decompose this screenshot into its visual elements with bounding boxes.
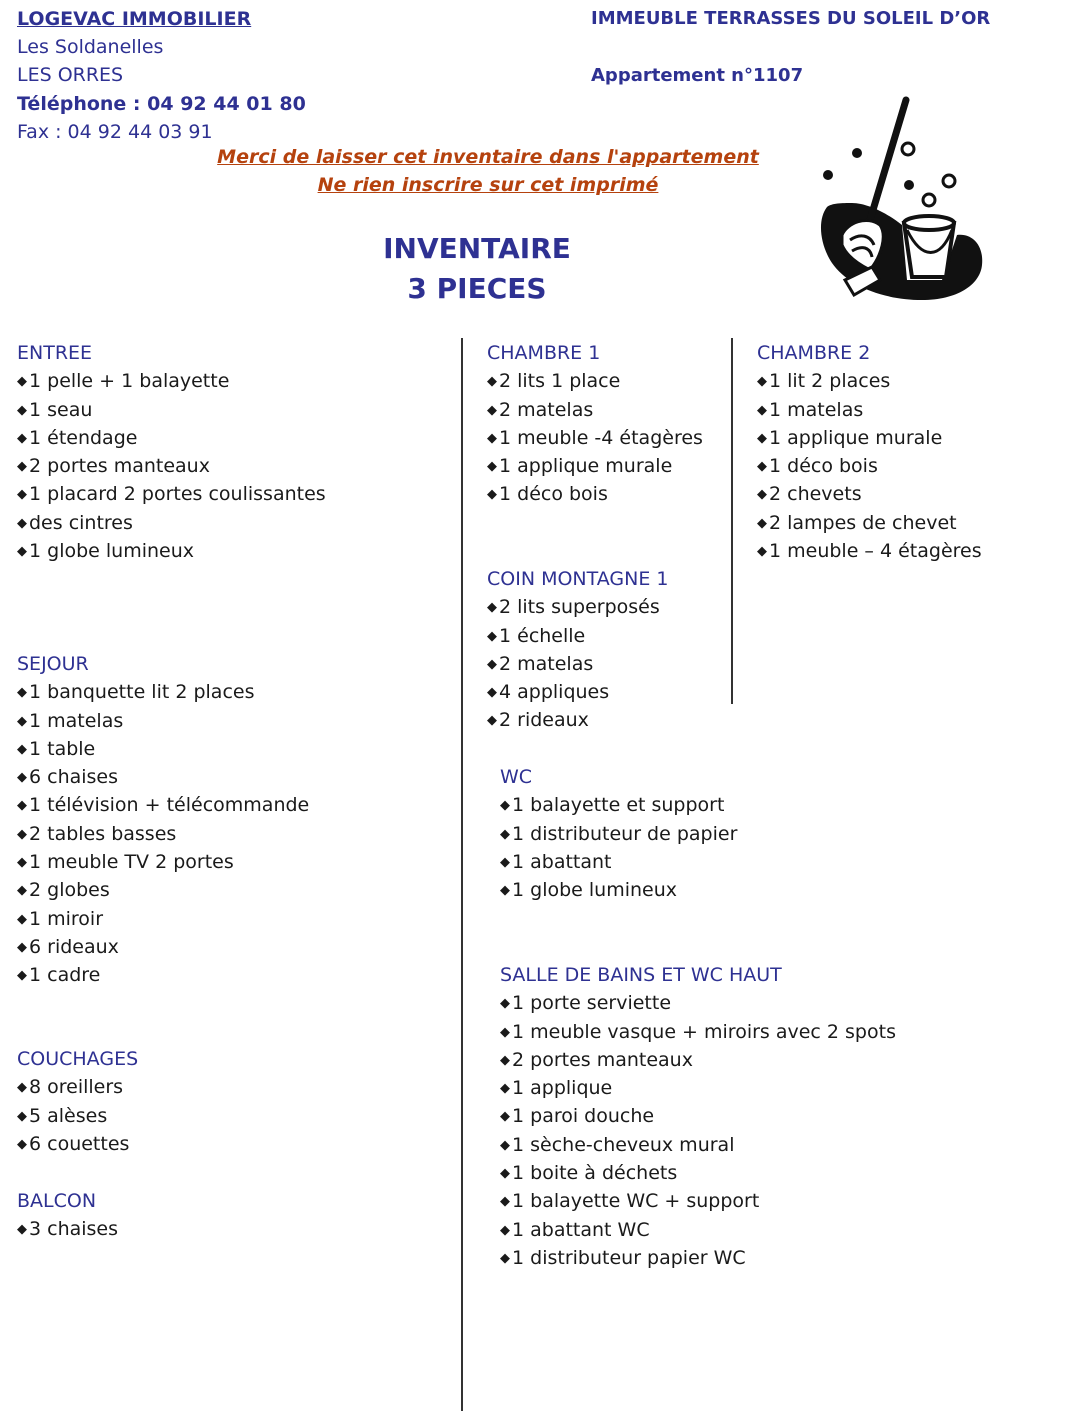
item-label: 1 placard 2 portes coulissantes xyxy=(29,483,326,506)
diamond-bullet-icon: ◆ xyxy=(757,430,767,446)
section-title: CHAMBRE 2 xyxy=(757,342,871,364)
section-salle-de-bains xyxy=(500,961,896,1272)
diamond-bullet-icon: ◆ xyxy=(500,883,510,899)
diamond-bullet-icon: ◆ xyxy=(500,826,510,842)
item-label: 2 lits 1 place xyxy=(499,370,621,393)
list-item xyxy=(487,480,703,508)
list-item xyxy=(17,452,326,480)
item-label: 2 lampes de chevet xyxy=(769,511,957,534)
item-label: 2 tables basses xyxy=(29,822,177,845)
diamond-bullet-icon: ◆ xyxy=(500,1166,510,1182)
list-item xyxy=(757,537,982,565)
section-title: BALCON xyxy=(17,1190,97,1212)
diamond-bullet-icon: ◆ xyxy=(757,374,767,390)
diamond-bullet-icon: ◆ xyxy=(17,911,27,927)
item-label: 1 déco bois xyxy=(499,483,608,506)
item-label: 2 rideaux xyxy=(499,709,589,732)
item-label: 1 meuble -4 étagères xyxy=(499,426,703,449)
section-title: COUCHAGES xyxy=(17,1048,139,1070)
item-label: 1 lit 2 places xyxy=(769,370,891,393)
diamond-bullet-icon: ◆ xyxy=(487,374,497,390)
diamond-bullet-icon: ◆ xyxy=(487,430,497,446)
item-label: 1 meuble vasque + miroirs avec 2 spots xyxy=(512,1020,896,1043)
inventory-title: INVENTAIRE xyxy=(383,232,571,265)
item-label: 1 boite à déchets xyxy=(512,1162,678,1185)
list-item xyxy=(17,509,326,537)
list-item xyxy=(17,933,309,961)
section-chambre1 xyxy=(487,339,703,509)
list-item xyxy=(17,961,309,989)
item-label: 6 rideaux xyxy=(29,935,119,958)
inventory-subtitle: 3 PIECES xyxy=(407,272,547,305)
diamond-bullet-icon: ◆ xyxy=(500,1222,510,1238)
list-item xyxy=(500,876,737,904)
item-label: 1 applique murale xyxy=(769,426,943,449)
diamond-bullet-icon: ◆ xyxy=(500,1024,510,1040)
section-title: SALLE DE BAINS ET WC HAUT xyxy=(500,964,782,986)
item-label: 1 globe lumineux xyxy=(29,540,195,563)
diamond-bullet-icon: ◆ xyxy=(757,515,767,531)
item-label: 2 chevets xyxy=(769,483,862,506)
item-label: 1 sèche-cheveux mural xyxy=(512,1133,735,1156)
diamond-bullet-icon: ◆ xyxy=(17,515,27,531)
diamond-bullet-icon: ◆ xyxy=(487,656,497,672)
item-label: 1 miroir xyxy=(29,907,104,930)
section-chambre2 xyxy=(757,339,982,565)
list-item xyxy=(17,791,309,819)
diamond-bullet-icon: ◆ xyxy=(17,430,27,446)
diamond-bullet-icon: ◆ xyxy=(487,600,497,616)
list-item xyxy=(487,678,669,706)
item-label: 1 pelle + 1 balayette xyxy=(29,370,230,393)
item-label: 1 meuble TV 2 portes xyxy=(29,851,234,874)
list-item xyxy=(17,848,309,876)
list-item xyxy=(487,424,703,452)
list-item xyxy=(500,1187,896,1215)
section-title: CHAMBRE 1 xyxy=(487,342,601,364)
section-title: SEJOUR xyxy=(17,653,89,675)
item-label: 2 lits superposés xyxy=(499,596,660,619)
diamond-bullet-icon: ◆ xyxy=(17,770,27,786)
item-label: 1 matelas xyxy=(29,709,124,732)
list-item xyxy=(500,989,896,1017)
item-label: 5 alèses xyxy=(29,1104,108,1127)
list-item xyxy=(757,396,982,424)
diamond-bullet-icon: ◆ xyxy=(757,459,767,475)
list-item xyxy=(17,876,309,904)
item-label: 2 portes manteaux xyxy=(29,455,210,478)
list-item xyxy=(500,1216,896,1244)
list-item xyxy=(17,735,309,763)
diamond-bullet-icon: ◆ xyxy=(17,374,27,390)
list-item xyxy=(500,1244,896,1272)
list-item xyxy=(17,396,326,424)
list-item xyxy=(17,1215,118,1243)
list-item xyxy=(500,1131,896,1159)
diamond-bullet-icon: ◆ xyxy=(17,855,27,871)
item-label: 1 distributeur de papier xyxy=(512,822,738,845)
diamond-bullet-icon: ◆ xyxy=(500,996,510,1012)
diamond-bullet-icon: ◆ xyxy=(17,968,27,984)
item-label: 1 abattant WC xyxy=(512,1218,650,1241)
item-label: 1 déco bois xyxy=(769,455,878,478)
diamond-bullet-icon: ◆ xyxy=(500,1137,510,1153)
list-item xyxy=(500,1074,896,1102)
diamond-bullet-icon: ◆ xyxy=(500,1194,510,1210)
list-item xyxy=(487,396,703,424)
item-label: 1 paroi douche xyxy=(512,1105,655,1128)
diamond-bullet-icon: ◆ xyxy=(17,544,27,560)
diamond-bullet-icon: ◆ xyxy=(17,1108,27,1124)
section-title: WC xyxy=(500,766,533,788)
diamond-bullet-icon: ◆ xyxy=(487,685,497,701)
apartment-number: Appartement n°1107 xyxy=(591,65,804,86)
diamond-bullet-icon: ◆ xyxy=(757,487,767,503)
list-item xyxy=(17,537,326,565)
section-title: ENTREE xyxy=(17,342,93,364)
item-label: 1 balayette et support xyxy=(512,794,725,817)
item-label: 8 oreillers xyxy=(29,1076,124,1099)
item-label: 1 cadre xyxy=(29,964,101,987)
list-item xyxy=(487,367,703,395)
item-label: 1 porte serviette xyxy=(512,992,672,1015)
diamond-bullet-icon: ◆ xyxy=(17,883,27,899)
list-item xyxy=(500,791,737,819)
agency-name: LOGEVAC IMMOBILIER xyxy=(17,8,252,30)
list-item xyxy=(17,763,309,791)
list-item xyxy=(17,905,309,933)
item-label: 3 chaises xyxy=(29,1218,119,1241)
address-line2: LES ORRES xyxy=(17,64,124,86)
item-label: 1 seau xyxy=(29,398,93,421)
section-balcon xyxy=(17,1187,118,1244)
list-item xyxy=(17,367,326,395)
diamond-bullet-icon: ◆ xyxy=(757,402,767,418)
diamond-bullet-icon: ◆ xyxy=(17,685,27,701)
list-item xyxy=(757,424,982,452)
list-item xyxy=(17,820,309,848)
list-item xyxy=(757,480,982,508)
section-title: COIN MONTAGNE 1 xyxy=(487,568,669,590)
item-label: 1 table xyxy=(29,737,96,760)
item-label: 2 portes manteaux xyxy=(512,1048,693,1071)
item-label: 1 distributeur papier WC xyxy=(512,1246,746,1269)
fax: Fax : 04 92 44 03 91 xyxy=(17,121,213,143)
list-item xyxy=(17,480,326,508)
diamond-bullet-icon: ◆ xyxy=(17,1080,27,1096)
section-couchages xyxy=(17,1045,138,1158)
diamond-bullet-icon: ◆ xyxy=(17,826,27,842)
item-label: 1 globe lumineux xyxy=(512,879,678,902)
diamond-bullet-icon: ◆ xyxy=(500,798,510,814)
item-label: 1 matelas xyxy=(769,398,864,421)
section-sejour xyxy=(17,650,309,990)
diamond-bullet-icon: ◆ xyxy=(17,713,27,729)
list-item xyxy=(500,1046,896,1074)
notice-do-not-write: Ne rien inscrire sur cet imprimé xyxy=(317,174,659,196)
diamond-bullet-icon: ◆ xyxy=(487,459,497,475)
list-item xyxy=(500,1159,896,1187)
item-label: 2 globes xyxy=(29,879,110,902)
item-label: 4 appliques xyxy=(499,681,610,704)
diamond-bullet-icon: ◆ xyxy=(487,487,497,503)
address-line1: Les Soldanelles xyxy=(17,36,164,58)
diamond-bullet-icon: ◆ xyxy=(500,1052,510,1068)
list-item xyxy=(500,820,737,848)
item-label: 1 applique xyxy=(512,1077,613,1100)
item-label: 1 applique murale xyxy=(499,455,673,478)
diamond-bullet-icon: ◆ xyxy=(17,402,27,418)
diamond-bullet-icon: ◆ xyxy=(500,1081,510,1097)
diamond-bullet-icon: ◆ xyxy=(17,741,27,757)
list-item xyxy=(757,367,982,395)
list-item xyxy=(757,452,982,480)
diamond-bullet-icon: ◆ xyxy=(17,939,27,955)
diamond-bullet-icon: ◆ xyxy=(487,628,497,644)
item-label: 2 matelas xyxy=(499,652,594,675)
list-item xyxy=(17,707,309,735)
item-label: des cintres xyxy=(29,511,133,534)
section-wc xyxy=(500,763,737,904)
list-item xyxy=(17,1102,138,1130)
item-label: 1 échelle xyxy=(499,624,586,647)
building-name: IMMEUBLE TERRASSES DU SOLEIL D’OR xyxy=(591,8,991,29)
diamond-bullet-icon: ◆ xyxy=(487,713,497,729)
item-label: 1 télévision + télécommande xyxy=(29,794,310,817)
diamond-bullet-icon: ◆ xyxy=(500,1109,510,1125)
diamond-bullet-icon: ◆ xyxy=(500,1250,510,1266)
item-label: 1 meuble – 4 étagères xyxy=(769,540,982,563)
list-item xyxy=(487,706,669,734)
item-label: 6 chaises xyxy=(29,766,119,789)
list-item xyxy=(757,509,982,537)
diamond-bullet-icon: ◆ xyxy=(757,544,767,560)
list-item xyxy=(17,1073,138,1101)
list-item xyxy=(500,848,737,876)
list-item xyxy=(500,1102,896,1130)
mop-and-bucket-icon xyxy=(812,95,987,305)
diamond-bullet-icon: ◆ xyxy=(17,1222,27,1238)
column-divider-left xyxy=(461,338,463,1411)
diamond-bullet-icon: ◆ xyxy=(17,459,27,475)
list-item xyxy=(487,593,669,621)
item-label: 6 couettes xyxy=(29,1132,130,1155)
diamond-bullet-icon: ◆ xyxy=(17,487,27,503)
phone: Téléphone : 04 92 44 01 80 xyxy=(17,93,306,115)
item-label: 1 abattant xyxy=(512,850,612,873)
list-item xyxy=(487,452,703,480)
list-item xyxy=(487,622,669,650)
diamond-bullet-icon: ◆ xyxy=(17,798,27,814)
list-item xyxy=(17,678,309,706)
list-item xyxy=(487,650,669,678)
diamond-bullet-icon: ◆ xyxy=(487,402,497,418)
list-item xyxy=(17,1130,138,1158)
item-label: 2 matelas xyxy=(499,398,594,421)
section-entree xyxy=(17,339,326,565)
list-item xyxy=(500,1018,896,1046)
section-coin-montagne xyxy=(487,565,669,735)
notice-leave-inventory: Merci de laisser cet inventaire dans l'appartement xyxy=(217,146,759,168)
diamond-bullet-icon: ◆ xyxy=(500,854,510,870)
item-label: 1 étendage xyxy=(29,426,138,449)
column-divider-right xyxy=(731,338,733,704)
item-label: 1 banquette lit 2 places xyxy=(29,681,255,704)
diamond-bullet-icon: ◆ xyxy=(17,1136,27,1152)
item-label: 1 balayette WC + support xyxy=(512,1190,760,1213)
list-item xyxy=(17,424,326,452)
